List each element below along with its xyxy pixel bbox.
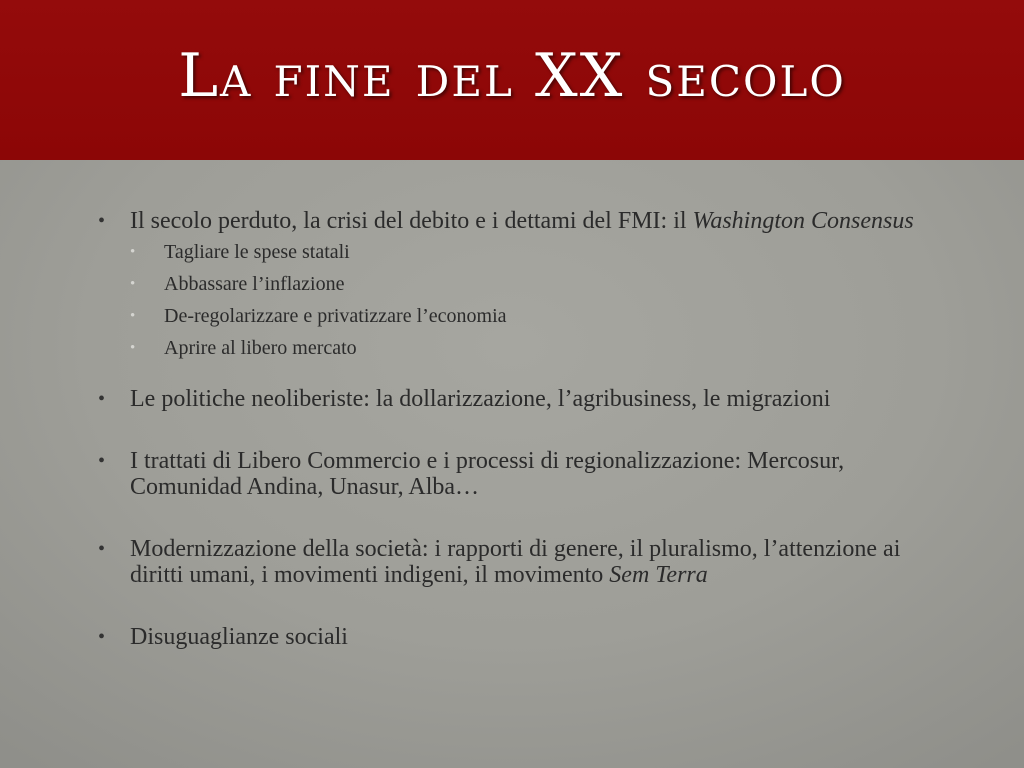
bullet-list (96, 208, 936, 650)
bullet-item-neoliberal-policies (96, 386, 936, 412)
sub-bullet-text: Abbassare l’inflazione (164, 273, 345, 295)
bullet-icon: • (98, 210, 106, 232)
bullet-item-modernization (96, 536, 936, 588)
sub-bullet-icon: • (130, 276, 136, 292)
sub-bullet-item (130, 332, 936, 364)
title-band (0, 0, 1024, 160)
bullet-icon: • (98, 388, 106, 410)
bullet-text-italic: Washington Consensus (692, 208, 914, 234)
slide-title: La fine del XX secolo (178, 41, 846, 111)
sub-bullet-item (130, 268, 936, 300)
bullet-text: I trattati di Libero Commercio e i processi di regionalizzazione: Mercosur, Comunidad Andina, Unasur, Alba… (130, 448, 845, 500)
sub-bullet-text: De-regolarizzare e privatizzare l’economia (164, 305, 507, 327)
sub-bullet-list (96, 236, 936, 364)
sub-bullet-item (130, 236, 936, 268)
sub-bullet-item (130, 300, 936, 332)
bullet-text-italic: Sem Terra (609, 562, 708, 588)
bullet-item-social-inequality (96, 624, 936, 650)
bullet-icon: • (98, 538, 106, 560)
bullet-icon: • (98, 626, 106, 648)
bullet-item-free-trade-treaties (96, 448, 936, 500)
sub-bullet-text: Aprire al libero mercato (164, 337, 357, 359)
bullet-text: Il secolo perduto, la crisi del debito e i dettami del FMI: il (130, 208, 693, 234)
sub-bullet-icon: • (130, 244, 136, 260)
bullet-text: Modernizzazione della società: i rapporti di genere, il pluralismo, l’attenzione ai diritti umani, i movimenti indigeni, il movimento (130, 536, 901, 588)
sub-bullet-icon: • (130, 340, 136, 356)
sub-bullet-icon: • (130, 308, 136, 324)
sub-bullet-text: Tagliare le spese statali (164, 241, 350, 263)
bullet-icon: • (98, 450, 106, 472)
bullet-text: Disuguaglianze sociali (130, 624, 348, 650)
bullet-item-washington-consensus (96, 208, 936, 234)
bullet-text: Le politiche neoliberiste: la dollarizzazione, l’agribusiness, le migrazioni (130, 386, 831, 412)
